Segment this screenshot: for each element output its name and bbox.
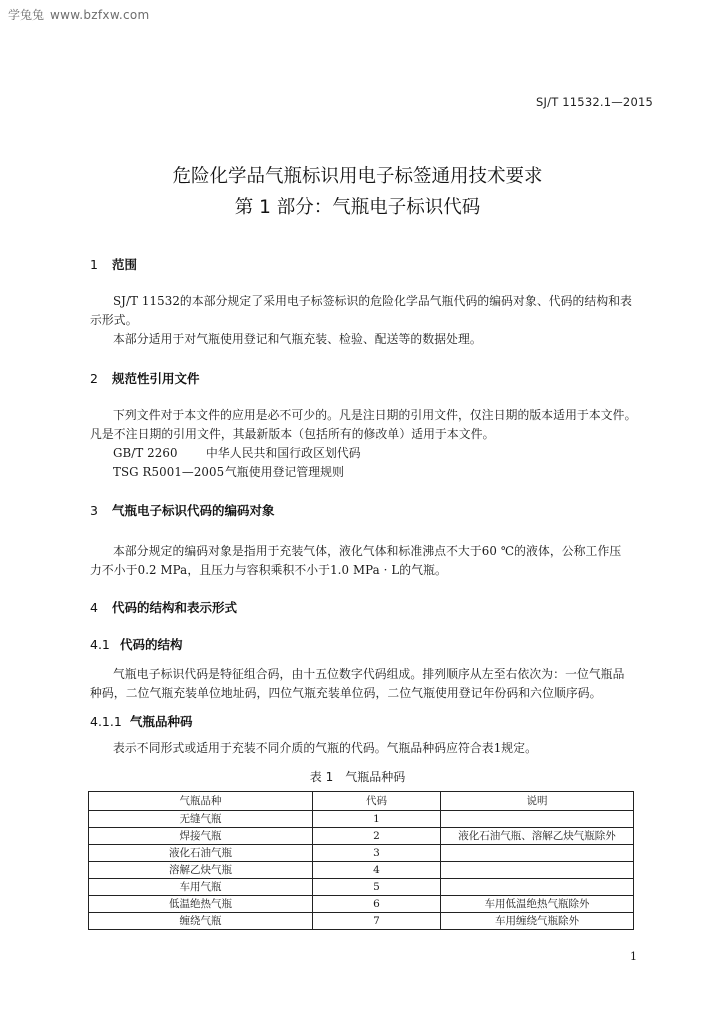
paragraph: 种码，二位气瓶充装单位地址码，四位气瓶充装单位码，二位气瓶使用登记年份码和六位顺序码。 <box>90 686 602 700</box>
table-cell: 5 <box>313 879 441 896</box>
paragraph: 示形式。 <box>90 313 138 327</box>
table-cell: 车用低温绝热气瓶除外 <box>441 896 634 913</box>
section-title: 气瓶品种码 <box>130 714 193 729</box>
table-row <box>89 811 634 828</box>
paragraph: SJ/T 11532的本部分规定了采用电子标签标识的危险化学品气瓶代码的编码对象、代码的结构和表 <box>113 294 633 308</box>
table-cell: 车用缠绕气瓶除外 <box>441 913 634 930</box>
table-header-row <box>89 792 634 811</box>
table-row <box>89 862 634 879</box>
table-cell: 焊接气瓶 <box>89 828 313 845</box>
section-title: 规范性引用文件 <box>112 371 200 386</box>
header-cell: 说明 <box>441 792 634 811</box>
paragraph: 气瓶电子标识代码是特征组合码，由十五位数字代码组成。排列顺序从左至右依次为：一位气瓶品 <box>113 667 625 681</box>
section-3-heading <box>90 501 275 519</box>
table-row <box>89 879 634 896</box>
table-cell <box>441 862 634 879</box>
section-number: 3 <box>90 503 98 518</box>
standard-number: SJ/T 11532.1—2015 <box>536 95 653 109</box>
table-cell: 车用气瓶 <box>89 879 313 896</box>
document-subtitle: 第 1 部分：气瓶电子标识代码 <box>234 197 481 218</box>
table-cell: 溶解乙炔气瓶 <box>89 862 313 879</box>
table-cell: 4 <box>313 862 441 879</box>
table-cell: 2 <box>313 828 441 845</box>
table-cell <box>441 811 634 828</box>
document-title: 危险化学品气瓶标识用电子标签通用技术要求 <box>172 166 543 187</box>
table-cell: 缠绕气瓶 <box>89 913 313 930</box>
paragraph: 下列文件对于本文件的应用是必不可少的。凡是注日期的引用文件，仅注日期的版本适用于本文件。 <box>113 408 637 422</box>
section-number: 2 <box>90 371 98 386</box>
paragraph: 表示不同形式或适用于充装不同介质的气瓶的代码。气瓶品种码应符合表1规定。 <box>113 741 537 755</box>
watermark-url: www.bzfxw.com <box>50 8 150 22</box>
section-title: 范围 <box>112 257 138 272</box>
section-4-1-heading <box>90 635 183 653</box>
section-number: 4.1 <box>90 637 110 652</box>
paragraph: 力不小于0.2 MPa，且压力与容积乘积不小于1.0 MPa · L的气瓶。 <box>90 563 447 577</box>
normative-reference <box>113 444 361 461</box>
paragraph: 凡是不注日期的引用文件，其最新版本（包括所有的修改单）适用于本文件。 <box>90 427 495 441</box>
table-cell <box>441 879 634 896</box>
section-title: 代码的结构和表示形式 <box>112 600 238 615</box>
table-cell: 低温绝热气瓶 <box>89 896 313 913</box>
table-cell: 1 <box>313 811 441 828</box>
section-2-heading <box>90 369 200 387</box>
watermark <box>8 6 149 23</box>
table-caption: 表 1 气瓶品种码 <box>309 770 406 784</box>
table-cell <box>441 845 634 862</box>
paragraph: 本部分规定的编码对象是指用于充装气体，液化气体和标准沸点不大于60 ℃的液体，公称工作压 <box>113 544 622 558</box>
section-number: 1 <box>90 257 98 272</box>
reference-code: TSG R5001—2005 <box>113 465 225 479</box>
header-cell: 气瓶品种 <box>89 792 313 811</box>
page-number: 1 <box>630 950 637 963</box>
section-title: 气瓶电子标识代码的编码对象 <box>112 503 275 518</box>
table-cell: 6 <box>313 896 441 913</box>
table-cell: 无缝气瓶 <box>89 811 313 828</box>
table-cell: 液化石油气瓶、溶解乙炔气瓶除外 <box>441 828 634 845</box>
section-1-heading <box>90 255 137 273</box>
section-number: 4 <box>90 600 98 615</box>
reference-title: 中华人民共和国行政区划代码 <box>206 446 361 460</box>
table-cell: 3 <box>313 845 441 862</box>
table-cell: 7 <box>313 913 441 930</box>
normative-reference <box>113 463 344 480</box>
watermark-site: 学兔兔 <box>8 8 45 22</box>
table-row <box>89 845 634 862</box>
table-cell: 液化石油气瓶 <box>89 845 313 862</box>
cylinder-type-table <box>88 791 634 930</box>
section-title: 代码的结构 <box>120 637 183 652</box>
section-number: 4.1.1 <box>90 714 122 729</box>
reference-title: 气瓶使用登记管理规则 <box>225 465 344 479</box>
table-row <box>89 828 634 845</box>
table-row <box>89 896 634 913</box>
paragraph: 本部分适用于对气瓶使用登记和气瓶充装、检验、配送等的数据处理。 <box>113 332 482 346</box>
table-row <box>89 913 634 930</box>
header-cell: 代码 <box>313 792 441 811</box>
section-4-1-1-heading <box>90 712 193 730</box>
section-4-heading <box>90 598 237 616</box>
reference-code: GB/T 2260 <box>113 446 178 460</box>
